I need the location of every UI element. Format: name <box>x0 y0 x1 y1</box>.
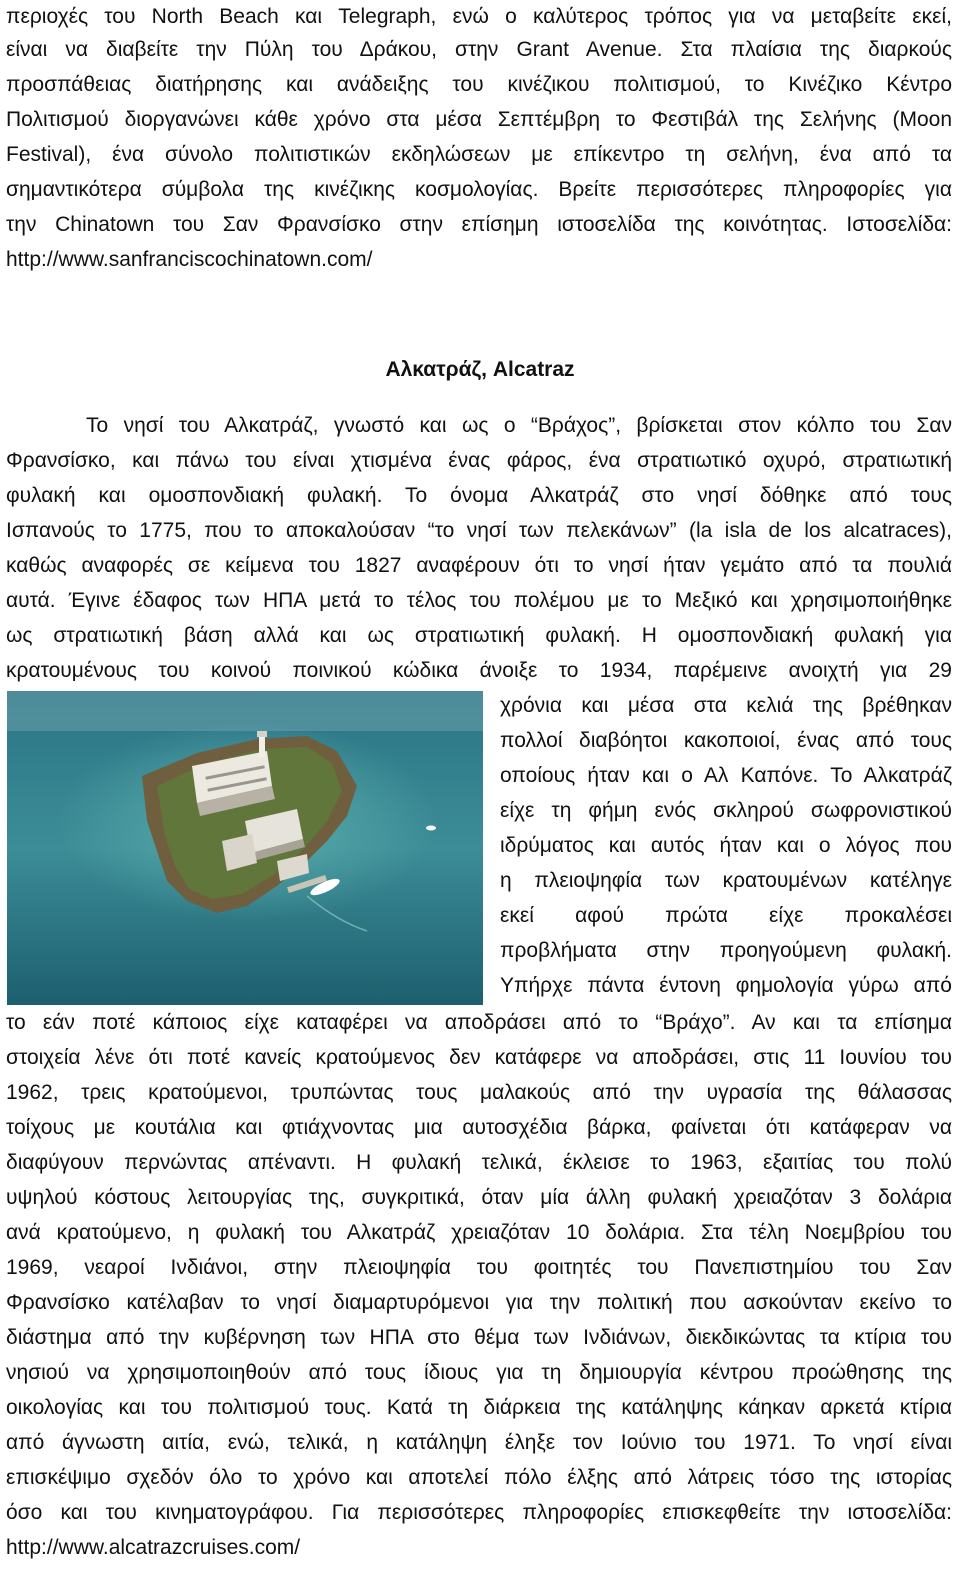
text-line: περιοχές του North Beach και Telegraph, ενώ ο καλύτερος τρόπος για να μεταβείτε εκεί, <box>6 5 952 28</box>
text-line: φυλακή και ομοσπονδιακή φυλακή. Το όνομα Αλκατράζ στο νησί δόθηκε από τους <box>6 484 952 507</box>
url-link-chinatown[interactable]: http://www.sanfranciscochinatown.com/ <box>6 248 373 271</box>
text-line: νησιού να χρησιμοποιηθούν από τους ίδιους για τη δημιουργία κέντρου προώθησης της <box>6 1361 952 1384</box>
text-line: ως στρατιωτική βάση αλλά και ως στρατιωτική φυλακή. Η ομοσπονδιακή φυλακή για <box>6 624 952 647</box>
text-line: κρατουμένους του κοινού ποινικού κώδικα άνοιξε το 1934, παρέμεινε ανοιχτή για 29 <box>6 659 952 682</box>
text-line: είναι να διαβείτε την Πύλη του Δράκου, στην Grant Avenue. Στα πλαίσια της διαρκούς <box>6 38 952 61</box>
text-line: ιδρύματος και αυτός ήταν και ο λόγος που <box>500 834 952 857</box>
text-line: καθώς αναφορές σε κείμενα του 1827 αναφέρουν ότι το νησί ήταν γεμάτο από τα πουλιά <box>6 554 952 577</box>
text-line: εκεί αφού πρώτα είχε προκαλέσει <box>500 904 952 927</box>
text-line: Φρανσίσκο, και πάνω του είναι χτισμένα ένας φάρος, ένα στρατιωτικό οχυρό, στρατιωτική <box>6 449 952 472</box>
text-line: Φρανσίσκο κατέλαβαν το νησί διαμαρτυρόμενοι για την πολιτική που ασκούνταν εκείνο το <box>6 1291 952 1314</box>
text-line: από άγνωστη αιτία, ενώ, τελικά, η κατάληψη έληξε τον Ιούνιο του 1971. Το νησί είναι <box>6 1431 952 1454</box>
text-line: αυτά. Έγινε έδαφος των ΗΠΑ μετά το τέλος του πολέμου με το Μεξικό και χρησιμοποιήθηκε <box>6 589 952 612</box>
text-line: προσπάθειας διατήρησης και ανάδειξης του κινέζικου πολιτισμού, το Κινέζικο Κέντρο <box>6 73 952 96</box>
text-line: προβλήματα στην προηγούμενη φυλακή. <box>500 939 952 962</box>
text-line: η πλειοψηφία των κρατουμένων κατέληγε <box>500 869 952 892</box>
text-line: είχε τη φήμη ενός σκληρού σωφρονιστικού <box>500 799 952 822</box>
text-line: Υπήρχε πάντα έντονη φημολογία γύρω από <box>500 974 952 997</box>
text-line: ανά κρατούμενο, η φυλακή του Αλκατράζ χρειαζόταν 10 δολάρια. Στα τέλη Νοεμβρίου του <box>6 1221 952 1244</box>
text-line: όσο και του κινηματογράφου. Για περισσότερες πληροφορίες επισκεφθείτε την ιστοσελίδα: <box>6 1501 952 1524</box>
text-line: υψηλού κόστους λειτουργίας της, συγκριτικά, όταν μία άλλη φυλακή χρειαζόταν 3 δολάρια <box>6 1186 952 1209</box>
text-line: οικολογίας και του πολιτισμού τους. Κατά τη διάρκεια της κατάληψης κάηκαν αρκετά κτίρια <box>6 1396 952 1419</box>
text-line: την Chinatown του Σαν Φρανσίσκο στην επίσημη ιστοσελίδα της κοινότητας. Ιστοσελίδα: <box>6 213 952 236</box>
text-line: Festival), ένα σύνολο πολιτιστικών εκδηλώσεων με επίκεντρο τη σελήνη, ένα από τα <box>6 143 952 166</box>
text-line: το εάν ποτέ κάποιος είχε καταφέρει να αποδράσει από το “Βράχο”. Αν και τα επίσημα <box>6 1011 952 1034</box>
text-line: 1962, τρεις κρατούμενοι, τρυπώντας τους μαλακούς από την υγρασία της θάλασσας <box>6 1081 952 1104</box>
text-line: χρόνια και μέσα στα κελιά της βρέθηκαν <box>500 694 952 717</box>
text-line: διαφύγουν περνώντας απέναντι. Η φυλακή τελικά, έκλεισε το 1963, εξαιτίας του πολύ <box>6 1151 952 1174</box>
text-line: τοίχους με κουτάλια και φτιάχνοντας μια αυτοσχέδια βάρκα, φαίνεται ότι κατάφεραν να <box>6 1116 952 1139</box>
text-line: Το νησί του Αλκατράζ, γνωστό και ως ο “Βράχος”, βρίσκεται στον κόλπο του Σαν <box>86 414 952 437</box>
text-line: Ισπανούς το 1775, που το αποκαλούσαν “το νησί των πελεκάνων” (la isla de los alcatraces), <box>6 519 952 542</box>
text-line: 1969, νεαροί Ινδιάνοι, στην πλειοψηφία του φοιτητές του Πανεπιστημίου του Σαν <box>6 1256 952 1279</box>
text-line: οποίους ήταν και ο Αλ Καπόνε. Το Αλκατράζ <box>500 764 952 787</box>
text-line: επισκέψιμο σχεδόν όλο το χρόνο και αποτελεί πόλο έλξης από λάτρεις τόσο της ιστορίας <box>6 1466 952 1489</box>
alcatraz-photo <box>7 691 483 1005</box>
text-line: πολλοί διαβόητοι κακοποιοί, ένας από τους <box>500 729 952 752</box>
url-link-alcatraz[interactable]: http://www.alcatrazcruises.com/ <box>6 1536 301 1559</box>
text-line: Πολιτισμού διοργανώνει κάθε χρόνο στα μέσα Σεπτέμβρη το Φεστιβάλ της Σελήνης (Moon <box>6 108 952 131</box>
text-line: σημαντικότερα σύμβολα της κινέζικης κοσμολογίας. Βρείτε περισσότερες πληροφορίες για <box>6 178 952 201</box>
text-line: διάστημα από την κυβέρνηση των ΗΠΑ στο θέμα των Ινδιάνων, διεκδικώντας τα κτίρια του <box>6 1326 952 1349</box>
text-line: στοιχεία λένε ότι ποτέ κανείς κρατούμενος δεν κατάφερε να αποδράσει, στις 11 Ιουνίου του <box>6 1046 952 1069</box>
section-heading: Αλκατράζ, Alcatraz <box>385 358 575 381</box>
